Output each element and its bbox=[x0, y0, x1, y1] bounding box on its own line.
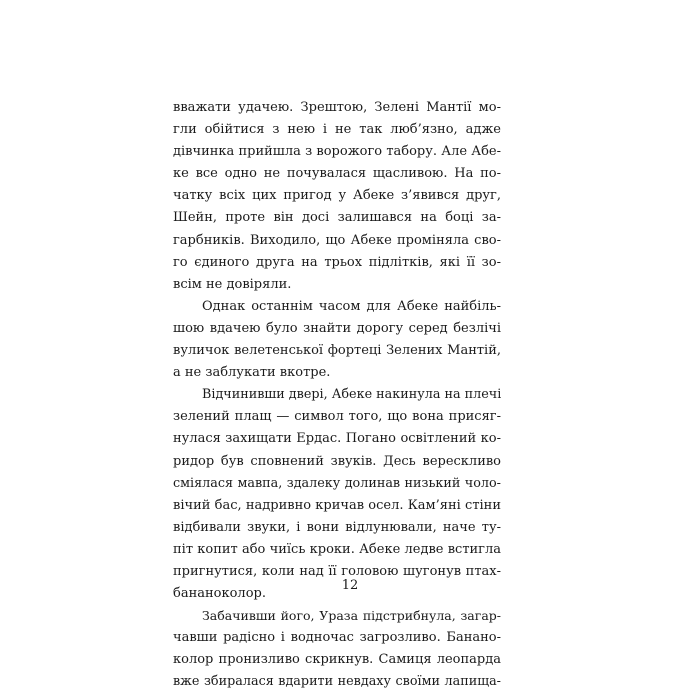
text-line: зелений плащ — символ того, що вона присяг- bbox=[173, 409, 501, 425]
text-line: сміялася мавпа, здалеку долинав низький чоло- bbox=[173, 475, 501, 491]
text-line: шою вдачею було знайти дорогу серед безлічі bbox=[173, 320, 501, 336]
paragraph-4 bbox=[173, 605, 501, 693]
text-line: вважати удачею. Зрештою, Зелені Мантії мо- bbox=[173, 100, 501, 115]
paragraph-2 bbox=[173, 296, 501, 384]
text-line: ке все одно не почувалася щасливою. На по- bbox=[173, 166, 501, 182]
text-line: вічий бас, надривно кричав осел. Кам’яні стіни bbox=[173, 497, 501, 513]
page-number: 12 bbox=[341, 578, 359, 593]
text-line: а не заблукати вкотре. bbox=[173, 365, 331, 381]
text-line: вуличок велетенської фортеці Зелених Мантій, bbox=[173, 343, 501, 359]
text-line: чавши радісно і водночас загрозливо. Банано- bbox=[173, 630, 501, 646]
body-text bbox=[173, 97, 501, 694]
text-line: пригнутися, коли над її головою шугонув птах- bbox=[173, 563, 501, 579]
text-line: вже збиралася вдарити невдаху своїми лапища- bbox=[173, 674, 501, 690]
paragraph-3 bbox=[173, 384, 501, 605]
text-line: нулася захищати Ердас. Погано освітлений ко- bbox=[173, 431, 501, 447]
text-line: дівчинка прийшла з ворожого табору. Але Абе- bbox=[173, 144, 501, 160]
text-line: бананоколор. bbox=[173, 586, 266, 602]
text-line: колор пронизливо скрикнув. Самиця леопарда bbox=[173, 652, 501, 668]
text-line: Відчинивши двері, Абеке накинула на плечі bbox=[202, 387, 501, 403]
text-line: всім не довіряли. bbox=[173, 276, 292, 292]
paragraph-1 bbox=[173, 97, 501, 296]
text-line: Однак останнім часом для Абеке найбіль- bbox=[202, 298, 501, 314]
text-line: чатку всіх цих пригод у Абеке з’явився друг, bbox=[173, 188, 501, 204]
text-line: Шейн, проте він досі залишався на боці за- bbox=[173, 210, 501, 226]
text-line: гарбників. Виходило, що Абеке проміняла сво- bbox=[173, 232, 501, 248]
text-line: ридор був сповнений звуків. Десь верескливо bbox=[173, 453, 501, 469]
text-line: го єдиного друга на трьох підлітків, які її зо- bbox=[173, 254, 501, 270]
text-line: відбивали звуки, і вони відлунювали, наче ту- bbox=[173, 519, 501, 535]
text-line: гли обійтися з нею і не так люб’язно, адже bbox=[173, 122, 501, 138]
text-line: піт копит або чиїсь кроки. Абеке ледве встигла bbox=[173, 541, 501, 557]
text-line: Забачивши його, Ураза підстрибнула, загар- bbox=[202, 608, 501, 624]
